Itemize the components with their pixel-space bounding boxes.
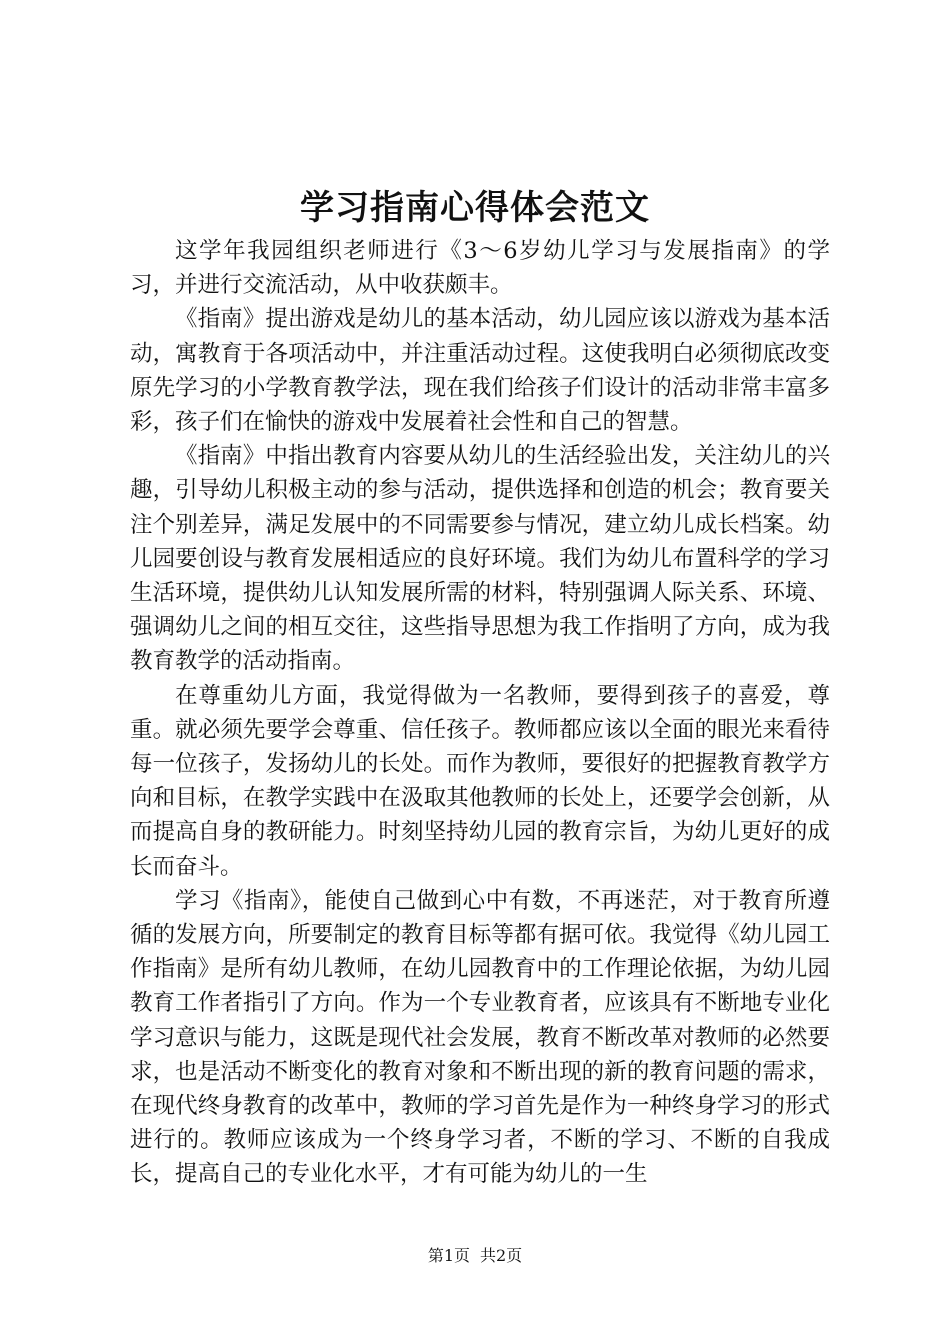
page-title: 学习指南心得体会范文 xyxy=(300,188,650,228)
paragraph-2: 《指南》提出游戏是幼儿的基本活动，幼儿园应该以游戏为基本活动，寓教育于各项活动中，并注重活动过程。这使我明白必须彻底改变原先学习的小学教育教学法，现在我们给孩子们设计的活动非常丰富多彩，孩子们在愉快的游戏中发展着社会性和自己的智慧。 xyxy=(130,306,830,436)
page-footer xyxy=(0,1245,950,1267)
paragraph-5: 学习《指南》，能使自己做到心中有数，不再迷茫，对于教育所遵循的发展方向，所要制定的教育目标等都有据可依。我觉得《幼儿园工作指南》是所有幼儿教师，在幼儿园教育中的工作理论依据，为幼儿园教育工作者指引了方向。作为一个专业教育者，应该具有不断地专业化学习意识与能力，这既是现代社会发展，教育不断改革对教师的必然要求，也是活动不断变化的教育对象和不断出现的新的教育问题的需求，在现代终身教育的改革中，教师的学习首先是作为一种终身学习的形式进行的。教师应该成为一个终身学习者，不断的学习、不断的自我成长，提高自己的专业化水平，才有可能为幼儿的一生 xyxy=(130,887,830,1188)
paragraph-4: 在尊重幼儿方面，我觉得做为一名教师，要得到孩子的喜爱，尊重。就必须先要学会尊重、信任孩子。教师都应该以全面的眼光来看待每一位孩子，发扬幼儿的长处。而作为教师，要很好的把握教育教学方向和目标，在教学实践中在汲取其他教师的长处上，还要学会创新，从而提高自身的教研能力。时刻坚持幼儿园的教育宗旨，为幼儿更好的成长而奋斗。 xyxy=(130,682,830,880)
paragraph-3: 《指南》中指出教育内容要从幼儿的生活经验出发，关注幼儿的兴趣，引导幼儿积极主动的参与活动，提供选择和创造的机会；教育要关注个别差异，满足发展中的不同需要参与情况，建立幼儿成长档案。幼儿园要创设与教育发展相适应的良好环境。我们为幼儿布置科学的学习生活环境，提供幼儿认知发展所需的材料，特别强调人际关系、环境、强调幼儿之间的相互交往，这些指导思想为我工作指明了方向，成为我教育教学的活动指南。 xyxy=(130,443,830,675)
page-number: 第1页 xyxy=(427,1246,470,1265)
page-total: 共2页 xyxy=(480,1246,523,1265)
paragraph-1: 这学年我园组织老师进行《3～6岁幼儿学习与发展指南》的学习，并进行交流活动，从中收获颇丰。 xyxy=(130,238,830,299)
document-body xyxy=(130,234,830,1192)
